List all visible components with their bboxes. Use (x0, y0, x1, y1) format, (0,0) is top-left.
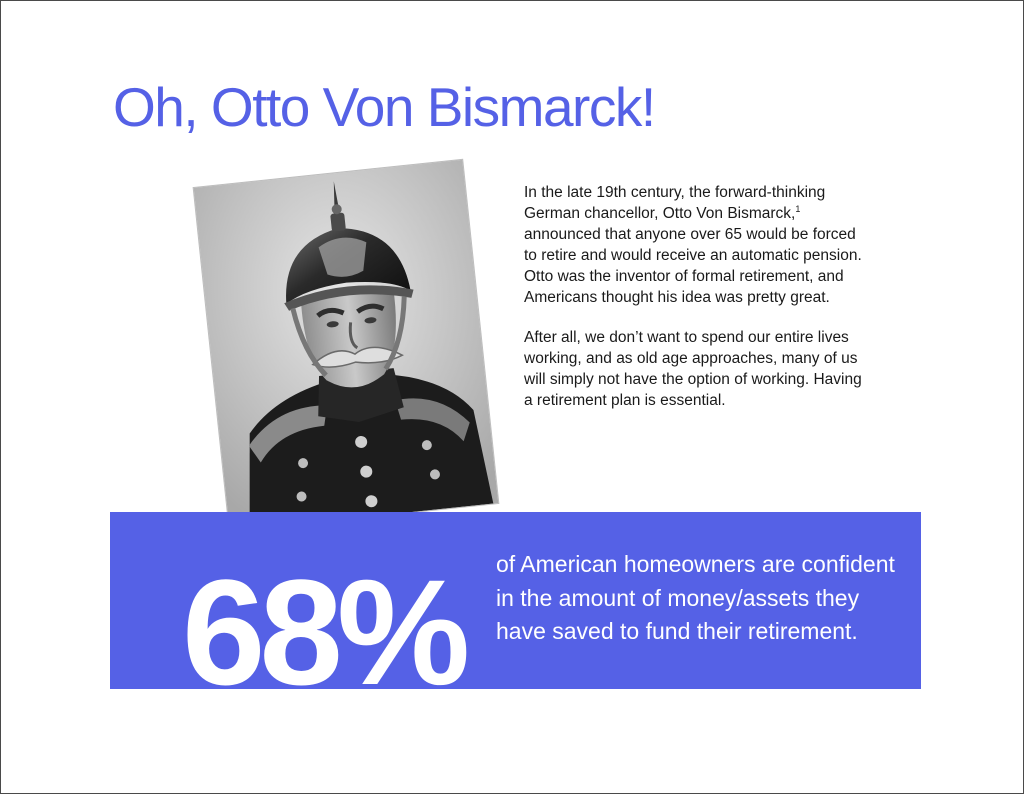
stat-percentage: 68% (182, 548, 465, 689)
stat-callout (110, 512, 921, 689)
body-text (524, 182, 869, 430)
page-title: Oh, Otto Von Bismarck! (113, 76, 655, 138)
body-paragraph-1-end: announced that anyone over 65 would be forced to retire and would receive an automatic pension. Otto was the inventor of formal retirement, and Americans thought his idea was pretty great. (524, 226, 862, 306)
bismarck-portrait (194, 160, 499, 531)
stat-caption: of American homeowners are confident in the amount of money/assets they have saved to fund their retirement. (496, 551, 895, 644)
body-paragraph-2: After all, we don’t want to spend our entire lives working, and as old age approaches, many of us will simply not have the option of working. Having a retirement plan is essential. (524, 329, 862, 409)
body-paragraph-1-start: In the late 19th century, the forward-thinking German chancellor, Otto Von Bismarck, (524, 184, 826, 222)
footnote-marker: 1 (795, 203, 801, 214)
body-paragraph-1 (524, 182, 869, 308)
bismarck-portrait-photo-icon (194, 160, 499, 531)
